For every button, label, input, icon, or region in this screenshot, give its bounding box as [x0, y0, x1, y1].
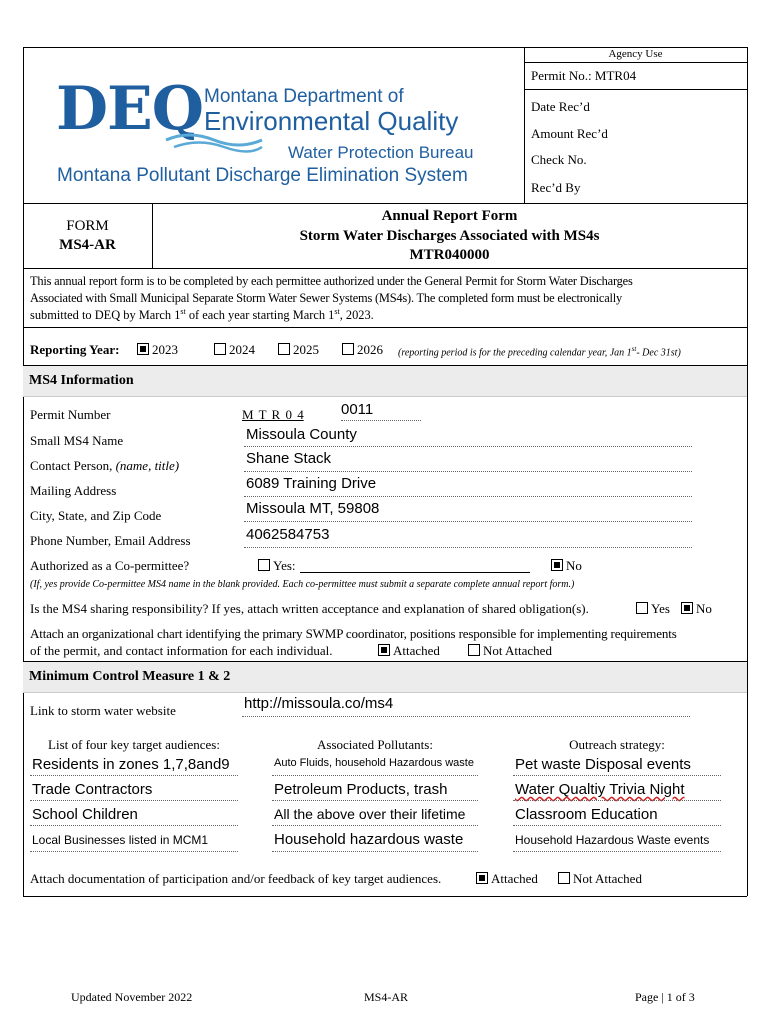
org-chart-not-attached-checkbox[interactable]: [468, 643, 552, 659]
checkbox-checked-icon: [476, 872, 488, 884]
strategy-input[interactable]: Household Hazardous Waste events: [515, 833, 710, 847]
year-2026-checkbox[interactable]: [342, 342, 383, 358]
intro-line2: Associated with Small Municipal Separate Storm Water Sewer Systems (MS4s). The completed form must be electronically: [30, 291, 622, 305]
year-label: 2025: [293, 342, 319, 357]
note-text: (reporting period is for the preceding calendar year, Jan 1: [398, 347, 632, 359]
field-underline: [513, 851, 721, 852]
copermittee-name-blank: [300, 572, 530, 573]
footer-updated: Updated November 2022: [71, 990, 193, 1004]
copermittee-label: Authorized as a Co-permittee?: [30, 558, 190, 573]
field-underline: [244, 471, 692, 472]
agency-divider: [524, 47, 525, 203]
year-label: 2026: [357, 342, 383, 357]
sup: st: [334, 307, 340, 316]
permit-prefix: M T R 0 4: [242, 407, 304, 422]
audiences-header: List of four key target audiences:: [48, 737, 220, 752]
sharing-question: Is the MS4 sharing responsibility? If yes, attach written acceptance and explanation of shared obligation(s).: [30, 601, 589, 616]
year-label: 2023: [152, 342, 178, 357]
agency-use-title: Agency Use: [608, 48, 663, 60]
contact-person-label: [30, 458, 179, 474]
mcm-section-header: [23, 662, 747, 692]
option-label: Yes: [651, 601, 670, 616]
checkbox-icon: [558, 872, 570, 884]
ms4-info-section-header: [23, 366, 747, 396]
date-recd-label: Date Rec’d: [531, 99, 590, 114]
field-underline: [30, 800, 238, 801]
agency-line: [524, 89, 747, 90]
checkbox-icon: [214, 343, 226, 355]
field-underline: [244, 446, 692, 447]
field-underline: [341, 420, 421, 421]
audience-input[interactable]: Local Businesses listed in MCM1: [32, 833, 209, 847]
strategy-input[interactable]: Water Qualtiy Trivia Night: [515, 781, 685, 798]
copermittee-no-checkbox[interactable]: [551, 558, 582, 574]
doc-attached-checkbox[interactable]: [476, 871, 538, 887]
field-underline: [242, 716, 690, 717]
checkbox-checked-icon: [378, 644, 390, 656]
frame-right: [747, 47, 748, 896]
check-no-label: Check No.: [531, 152, 587, 167]
phone-email-input[interactable]: 4062584753: [246, 526, 330, 543]
frame-left: [23, 47, 24, 896]
mailing-address-input[interactable]: 6089 Training Drive: [246, 475, 377, 492]
checkbox-icon: [636, 602, 648, 614]
pollutants-header: Associated Pollutants:: [317, 737, 433, 752]
strategy-input[interactable]: Pet waste Disposal events: [515, 756, 691, 773]
intro-text: , 2023.: [339, 308, 374, 323]
system-name: Montana Pollutant Discharge Elimination System: [57, 165, 468, 186]
strategy-header: Outreach strategy:: [569, 737, 665, 752]
permit-number-input[interactable]: 0011: [341, 401, 374, 418]
field-underline: [244, 521, 692, 522]
dept-line1: Montana Department of: [204, 86, 404, 107]
agency-line: [524, 62, 747, 63]
field-underline: [244, 496, 692, 497]
year-label: 2024: [229, 342, 255, 357]
field-underline: [272, 825, 478, 826]
website-label: Link to storm water website: [30, 703, 176, 718]
year-2023-checkbox[interactable]: [137, 342, 178, 358]
website-input[interactable]: http://missoula.co/ms4: [244, 695, 394, 712]
frame-bottom: [23, 896, 747, 897]
field-underline: [30, 825, 238, 826]
city-state-zip-input[interactable]: Missoula MT, 59808: [246, 500, 380, 517]
field-underline: [513, 800, 721, 801]
field-underline: [30, 851, 238, 852]
audience-input[interactable]: Trade Contractors: [32, 781, 153, 798]
ms4-name-label: Small MS4 Name: [30, 433, 124, 448]
intro-text: submitted to DEQ by March 1: [30, 308, 181, 323]
field-underline: [272, 775, 478, 776]
rule: [23, 396, 747, 397]
form-title-2: Storm Water Discharges Associated with MS4s: [299, 228, 600, 244]
ms4-name-input[interactable]: Missoula County: [246, 426, 357, 443]
checkbox-checked-icon: [681, 602, 693, 614]
pollutant-input[interactable]: All the above over their lifetime: [274, 806, 466, 822]
field-underline: [244, 547, 692, 548]
org-chart-line2: of the permit, and contact information for each individual.: [30, 643, 333, 658]
attach-doc-label: Attach documentation of participation and/or feedback of key target audiences.: [30, 871, 442, 886]
org-chart-line1: Attach an organizational chart identifying the primary SWMP coordinator, positions responsible for implementing requirements: [30, 626, 677, 641]
bureau-name: Water Protection Bureau: [288, 143, 474, 162]
checkbox-checked-icon: [551, 559, 563, 571]
rule: [23, 327, 747, 328]
field-underline: [30, 775, 238, 776]
intro-text: of each year starting March 1: [185, 308, 335, 323]
note-text: - Dec 31st): [636, 347, 681, 359]
org-chart-attached-checkbox[interactable]: [378, 643, 440, 659]
strategy-input[interactable]: Classroom Education: [515, 806, 658, 823]
copermittee-note: (If, yes provide Co-permittee MS4 name in the blank provided. Each co-permittee must submit a separate complete annual report form.): [30, 579, 575, 590]
section-title: Minimum Control Measure 1 & 2: [29, 669, 231, 684]
form-label-1: FORM: [66, 218, 109, 234]
rule: [23, 692, 747, 693]
sharing-no-checkbox[interactable]: [681, 601, 712, 617]
amount-recd-label: Amount Rec’d: [531, 126, 608, 141]
form-label-2: MS4-AR: [59, 237, 116, 253]
audience-input[interactable]: School Children: [32, 806, 138, 823]
reporting-year-label: Reporting Year:: [30, 342, 120, 357]
logo-letters: DEQ: [56, 74, 204, 144]
option-label: Attached: [393, 643, 440, 658]
audience-input[interactable]: Residents in zones 1,7,8and9: [32, 756, 230, 773]
sup: st: [631, 345, 637, 353]
option-label: Yes:: [273, 558, 296, 573]
option-label: Attached: [491, 871, 538, 886]
footer-page: Page | 1 of 3: [635, 990, 695, 1004]
pollutant-input[interactable]: Household hazardous waste: [274, 831, 464, 848]
doc-not-attached-checkbox[interactable]: [558, 871, 642, 887]
rule: [23, 203, 747, 204]
checkbox-checked-icon: [137, 343, 149, 355]
year-2025-checkbox[interactable]: [278, 342, 319, 358]
dept-line2: Environmental Quality: [204, 106, 459, 136]
checkbox-icon: [342, 343, 354, 355]
sharing-yes-checkbox[interactable]: [636, 601, 670, 617]
form-title-3: MTR040000: [409, 247, 490, 263]
reporting-note: [398, 345, 681, 358]
option-label: Not Attached: [573, 871, 642, 886]
option-label: No: [566, 558, 582, 573]
option-label: Not Attached: [483, 643, 552, 658]
label-text: Contact Person,: [30, 458, 116, 473]
field-underline: [272, 851, 478, 852]
year-2024-checkbox[interactable]: [214, 342, 255, 358]
form-title-1: Annual Report Form: [381, 208, 518, 224]
permit-no-label: Permit No.: MTR04: [531, 68, 637, 83]
pollutant-input[interactable]: Auto Fluids, household Hazardous waste: [274, 757, 474, 769]
phone-email-label: Phone Number, Email Address: [30, 533, 191, 548]
sup: st: [180, 307, 186, 316]
checkbox-icon: [468, 644, 480, 656]
rule: [23, 268, 747, 269]
section-title: MS4 Information: [29, 373, 134, 388]
footer-form-id: MS4-AR: [364, 990, 409, 1004]
recd-by-label: Rec’d By: [531, 180, 581, 195]
city-state-zip-label: City, State, and Zip Code: [30, 508, 162, 523]
permit-number-label: Permit Number: [30, 407, 111, 422]
contact-person-input[interactable]: Shane Stack: [246, 450, 332, 467]
checkbox-icon: [278, 343, 290, 355]
label-italic: (name, title): [115, 458, 180, 473]
copermittee-yes-checkbox[interactable]: [258, 558, 296, 574]
field-underline: [272, 800, 478, 801]
field-underline: [513, 825, 721, 826]
mailing-address-label: Mailing Address: [30, 483, 117, 498]
option-label: No: [696, 601, 712, 616]
pollutant-input[interactable]: Petroleum Products, trash: [274, 781, 448, 798]
intro-line3: [30, 307, 374, 323]
checkbox-icon: [258, 559, 270, 571]
intro-line1: This annual report form is to be completed by each permittee authorized under the General Permit for Storm Water Discharges: [30, 274, 633, 288]
field-underline: [513, 775, 721, 776]
